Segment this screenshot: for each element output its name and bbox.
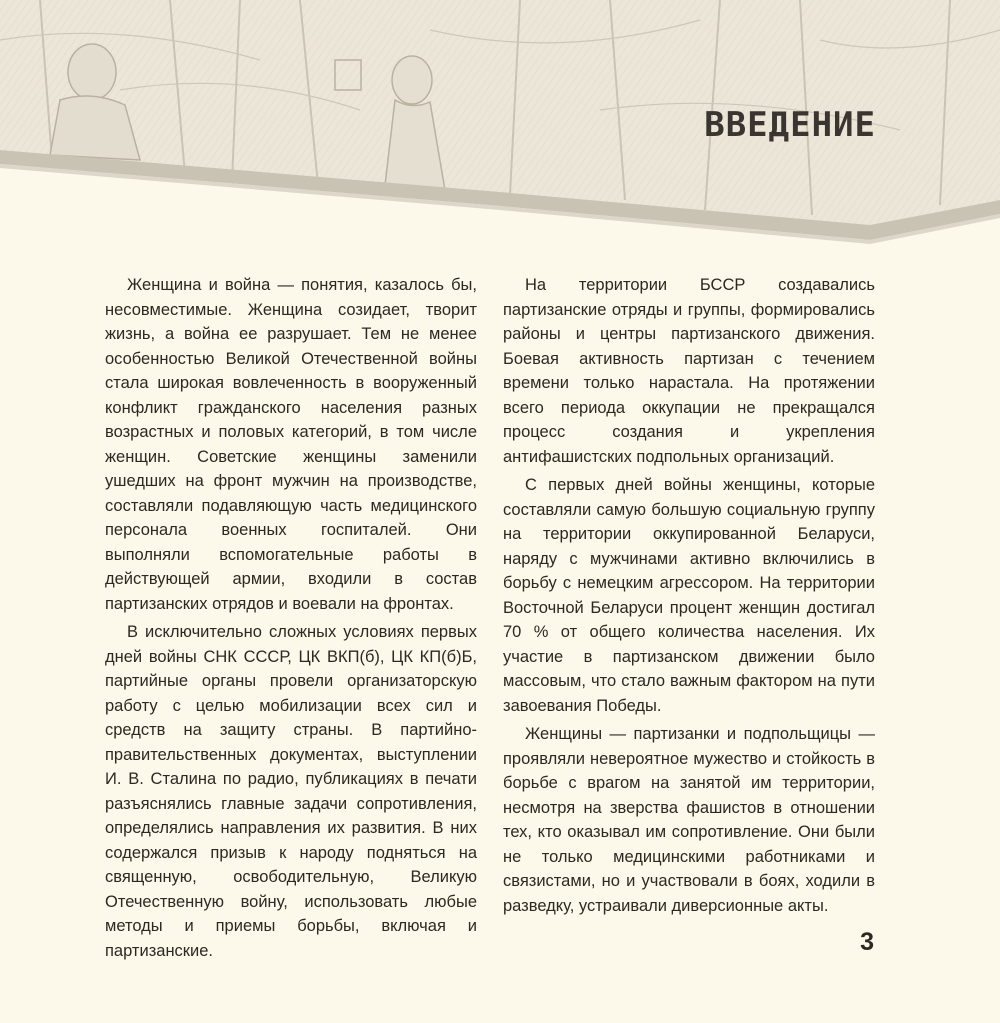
paragraph: Женщины — партизанки и подпольщицы — проявляли невероятное мужество и стойкость в борьбе с врагом на занятой им территории, несмотря на зверства фашистов в отношении тех, кто оказывал им сопротивление. Они были не только медицинскими работниками и связистами, но и участвовали в боях, ходили в разведку, устраивали диверсионные акты. xyxy=(503,725,875,915)
paragraph: В исключительно сложных условиях первых дней войны СНК СССР, ЦК ВКП(б), ЦК КП(б)Б, партийные органы провели организаторскую работу с целью мобилизации всех сил и средств на защиту страны. В партийно-правительственных документах, выступлении И. В. Сталина по радио, публикациях в печати разъяснялись главные задачи сопротивления, определялись направления их развития. В них содержался призыв к народу подняться на священную, освободительную, Великую Отечественную войну, использовать любые методы и приемы борьбы, включая и партизанские. xyxy=(105,623,477,960)
page-number: 3 xyxy=(860,928,874,956)
text-column-left xyxy=(105,273,477,967)
text-column-right xyxy=(503,273,875,922)
page-title: ВВЕДЕНИЕ xyxy=(704,105,876,145)
paragraph: Женщина и война — понятия, казалось бы, несовместимые. Женщина созидает, творит жизнь, а война ее разрушает. Тем не менее особенностью Великой Отечественной войны стала широкая вовлеченность в вооруженный конфликт гражданского населения разных возрастных и половых категорий, в том числе женщин. Советские женщины заменили ушедших на фронт мужчин на производстве, составляли подавляющую часть медицинского персонала военных госпиталей. Они выполняли вспомогательные работы в действующей армии, входили в состав партизанских отрядов и воевали на фронтах. xyxy=(105,276,477,613)
paragraph: С первых дней войны женщины, которые составляли самую большую социальную группу на территории оккупированной Беларуси, наряду с мужчинами активно включились в борьбу с немецким агрессором. На территории Восточной Беларуси процент женщин достигал 70 % от общего количества населения. Их участие в партизанском движении было массовым, что стало важным фактором на пути завоевания Победы. xyxy=(503,476,875,715)
paragraph: На территории БССР создавались партизанские отряды и группы, формировались районы и центры партизанского движения. Боевая активность партизан с течением времени только нарастала. На протяжении всего периода оккупации не прекращался процесс создания и укрепления антифашистских подпольных организаций. xyxy=(503,276,875,466)
